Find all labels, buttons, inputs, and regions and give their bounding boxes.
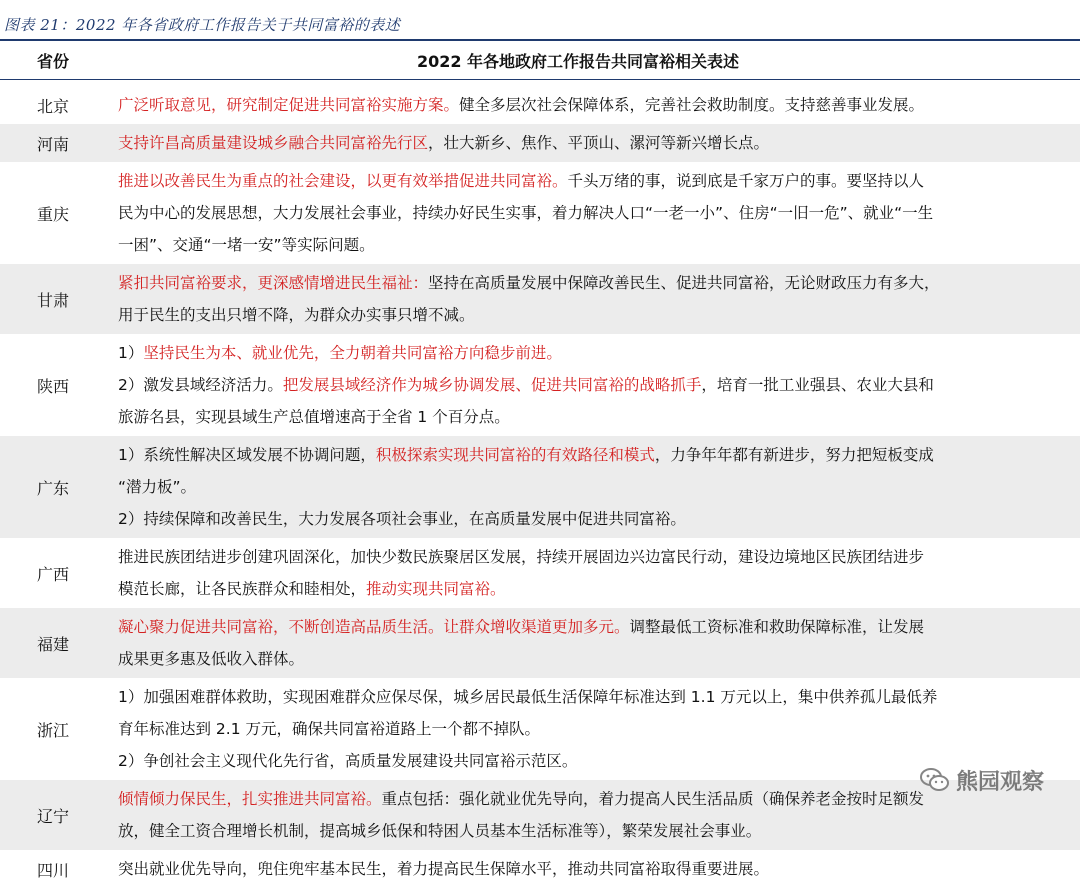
table-row xyxy=(0,436,1080,538)
statement-line xyxy=(118,401,1074,433)
statement-text: 1）加强困难群体救助，实现困难群众应保尽保，城乡居民最低生活保障年标准达到 1.1 万元以上，集中供养孤儿最低养 xyxy=(118,688,938,706)
table-row xyxy=(0,678,1080,780)
header-statement: 2022 年各地政府工作报告共同富裕相关表述 xyxy=(416,51,740,71)
table-row xyxy=(0,264,1080,334)
statement-line xyxy=(118,267,1074,299)
statement-line xyxy=(118,681,1074,713)
statement-line xyxy=(118,573,1074,605)
statement-text: 用于民生的支出只增不降，为群众办实事只增不减。 xyxy=(118,306,475,324)
highlighted-text: 推进以改善民生为重点的社会建设，以更有效举措促进共同富裕。 xyxy=(118,172,568,190)
statement-line xyxy=(118,439,1074,471)
statement-line xyxy=(118,541,1074,573)
statement-text: 一困”、交通“一堵一安”等实际问题。 xyxy=(118,236,375,254)
statement-text: 成果更多惠及低收入群体。 xyxy=(118,650,305,668)
table-row xyxy=(0,162,1080,264)
statement-line xyxy=(118,89,1074,121)
statement-cell xyxy=(106,538,1080,608)
header-rule xyxy=(0,79,1080,80)
province-cell: 北京 xyxy=(36,96,69,116)
highlighted-text: 紧扣共同富裕要求，更深感情增进民生福祉： xyxy=(118,274,429,292)
statement-text: 2）争创社会主义现代化先行省，高质量发展建设共同富裕示范区。 xyxy=(118,752,578,770)
table-row xyxy=(0,780,1080,850)
statement-text: 坚持在高质量发展中保障改善民生、促进共同富裕，无论财政压力有多大， xyxy=(428,274,940,292)
province-cell: 重庆 xyxy=(36,204,69,224)
statement-line xyxy=(118,713,1074,745)
table-row xyxy=(0,608,1080,678)
highlighted-text: 坚持民生为本、就业优先，全力朝着共同富裕方向稳步前进。 xyxy=(143,344,562,362)
highlighted-text: 倾情倾力保民生，扎实推进共同富裕。 xyxy=(118,790,382,808)
statement-text: 突出就业优先导向，兜住兜牢基本民生，着力提高民生保障水平，推动共同富裕取得重要进展。 xyxy=(118,860,770,878)
statement-line xyxy=(118,299,1074,331)
figure-caption: 图表 21：2022 年各省政府工作报告关于共同富裕的表述 xyxy=(4,16,401,34)
watermark-text: 熊园观察 xyxy=(955,769,1044,795)
statement-text: 2）持续保障和改善民生，大力发展各项社会事业，在高质量发展中促进共同富裕。 xyxy=(118,510,686,528)
table-header xyxy=(0,41,1080,79)
highlighted-text: 把发展县域经济作为城乡协调发展、促进共同富裕的战略抓手 xyxy=(282,376,702,394)
table-row xyxy=(0,124,1080,162)
province-cell: 辽宁 xyxy=(36,806,69,826)
statement-cell xyxy=(106,162,1080,264)
province-cell: 浙江 xyxy=(36,720,69,740)
watermark xyxy=(920,764,1044,796)
statement-line xyxy=(118,815,1074,847)
statement-line xyxy=(118,611,1074,643)
table-body xyxy=(0,86,1080,888)
table-row xyxy=(0,86,1080,124)
statement-line xyxy=(118,127,1074,159)
statement-text: 模范长廊，让各民族群众和睦相处， xyxy=(118,580,367,598)
province-cell: 甘肃 xyxy=(36,290,69,310)
statement-text: 重点包括：强化就业优先导向，着力提高人民生活品质（确保养老金按时足额发 xyxy=(381,790,925,808)
highlighted-text: 推动实现共同富裕。 xyxy=(366,580,506,598)
province-cell: 广东 xyxy=(36,478,69,498)
header-province: 省份 xyxy=(36,51,69,71)
statement-text: 放，健全工资合理增长机制，提高城乡低保和特困人员基本生活标准等），繁荣发展社会事业。 xyxy=(118,822,762,840)
statement-cell xyxy=(106,86,1080,124)
province-cell: 陕西 xyxy=(36,376,69,396)
statement-cell xyxy=(106,850,1080,888)
statement-line xyxy=(118,643,1074,675)
province-cell: 福建 xyxy=(36,634,69,654)
province-cell: 广西 xyxy=(36,564,69,584)
statement-text: 健全多层次社会保障体系，完善社会救助制度。支持慈善事业发展。 xyxy=(459,96,925,114)
statement-cell xyxy=(106,608,1080,678)
statement-text: 推进民族团结进步创建巩固深化，加快少数民族聚居区发展，持续开展固边兴边富民行动，建设边境地区民族团结进步 xyxy=(118,548,925,566)
statement-text: 民为中心的发展思想，大力发展社会事业，持续办好民生实事，着力解决人口“一老一小”、住房“一旧一危”、就业“一生 xyxy=(118,204,934,222)
statement-line xyxy=(118,853,1074,885)
highlighted-text: 凝心聚力促进共同富裕，不断创造高品质生活。让群众增收渠道更加多元。 xyxy=(118,618,630,636)
statement-cell xyxy=(106,124,1080,162)
statement-text: ，力争年年都有新进步，努力把短板变成 xyxy=(654,446,934,464)
statement-text: ，壮大新乡、焦作、平顶山、漯河等新兴增长点。 xyxy=(428,134,770,152)
statement-text: 旅游名县，实现县域生产总值增速高于全省 1 个百分点。 xyxy=(118,408,510,426)
statement-line xyxy=(118,503,1074,535)
table-row xyxy=(0,538,1080,608)
statement-line xyxy=(118,229,1074,261)
highlighted-text: 广泛听取意见，研究制定促进共同富裕实施方案。 xyxy=(118,96,460,114)
table-row xyxy=(0,334,1080,436)
statement-text: ，培育一批工业强县、农业大县和 xyxy=(701,376,934,394)
statement-text: “潜力板”。 xyxy=(118,478,197,496)
statement-cell xyxy=(106,334,1080,436)
statement-line xyxy=(118,197,1074,229)
highlighted-text: 支持许昌高质量建设城乡融合共同富裕先行区 xyxy=(118,134,429,152)
statement-text: 调整最低工资标准和救助保障标准，让发展 xyxy=(629,618,925,636)
table-row xyxy=(0,850,1080,888)
statement-text: 2）激发县域经济活力。 xyxy=(118,376,283,394)
highlighted-text: 积极探索实现共同富裕的有效路径和模式 xyxy=(375,446,655,464)
province-cell: 四川 xyxy=(36,860,69,880)
statement-cell xyxy=(106,264,1080,334)
statement-text: 1） xyxy=(118,344,144,362)
statement-line xyxy=(118,337,1074,369)
statement-cell xyxy=(106,436,1080,538)
wechat-icon xyxy=(920,767,950,793)
statement-text: 千头万绪的事，说到底是千家万户的事。要坚持以人 xyxy=(567,172,925,190)
statement-line xyxy=(118,471,1074,503)
statement-line xyxy=(118,165,1074,197)
statement-line xyxy=(118,369,1074,401)
statement-text: 1）系统性解决区域发展不协调问题， xyxy=(118,446,376,464)
statement-text: 育年标准达到 2.1 万元，确保共同富裕道路上一个都不掉队。 xyxy=(118,720,541,738)
province-cell: 河南 xyxy=(36,134,69,154)
